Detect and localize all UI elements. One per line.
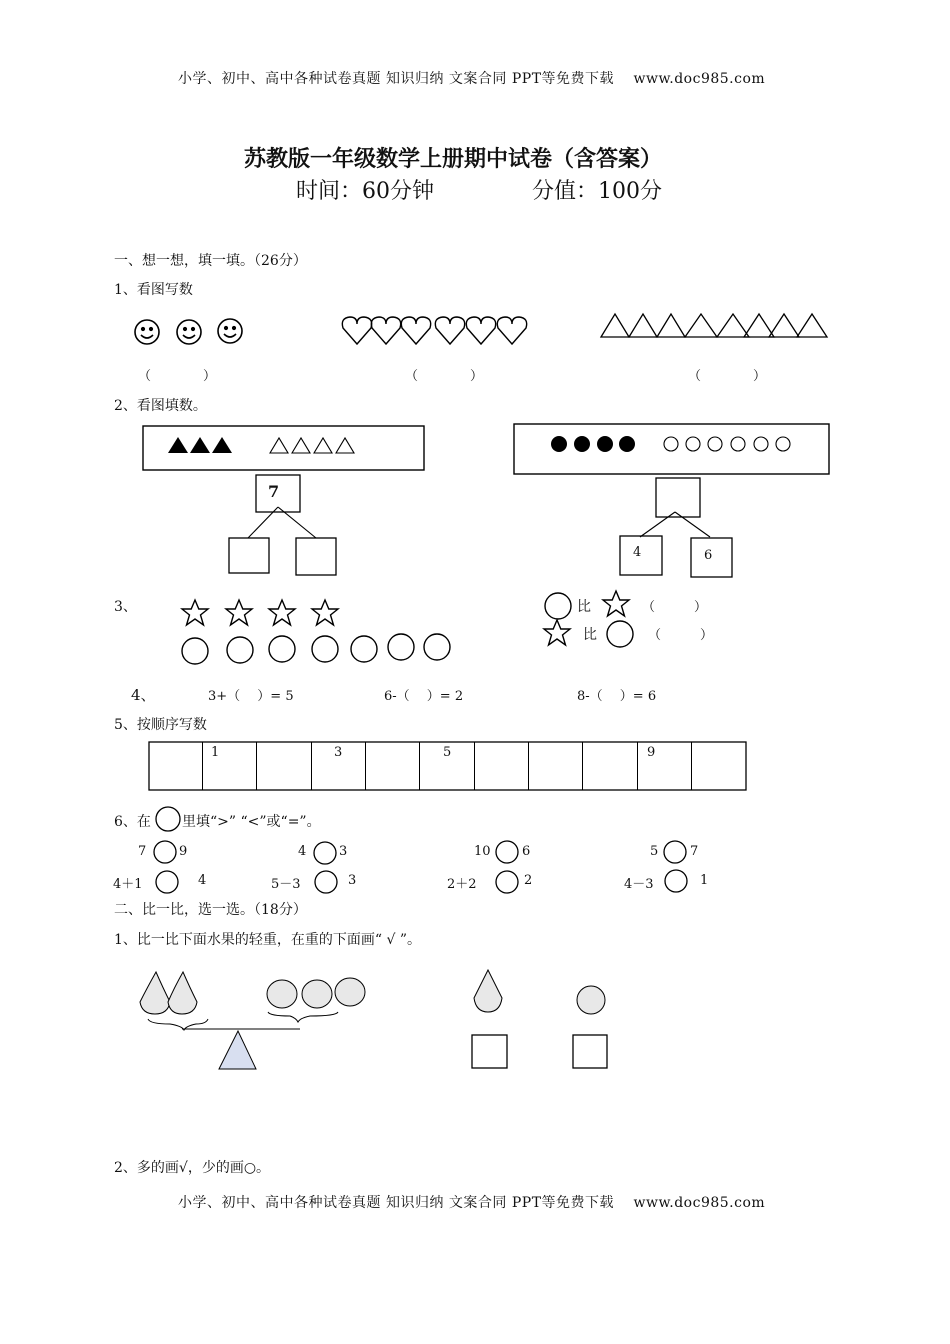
sequence-cell[interactable] xyxy=(366,742,420,790)
q1-blank-2[interactable]: （ ） xyxy=(405,369,484,384)
q3-compare2-answer[interactable]: （ ） xyxy=(648,628,714,643)
q6-r2-right: 4 xyxy=(198,873,207,888)
smiley-icons xyxy=(135,319,242,344)
outline-triangles xyxy=(270,438,354,453)
section2-heading: 二、比一比，选一选。（18分） xyxy=(114,902,307,918)
q1-label: 1、看图写数 xyxy=(114,282,193,298)
s2-q2-label: 2、多的画√，少的画○。 xyxy=(114,1160,271,1176)
q6-label-pre: 6、在 xyxy=(114,814,151,830)
q6-r2-right: 2 xyxy=(524,873,533,888)
q6-r2-right: 1 xyxy=(700,873,709,888)
q6-r2-left: 4＋1 xyxy=(113,877,143,892)
q3-compare2-mid: 比 xyxy=(583,627,597,643)
filled-triangles xyxy=(168,437,232,453)
q3-compare1-mid: 比 xyxy=(577,599,591,615)
sequence-cell[interactable] xyxy=(475,742,529,790)
page-title: 苏教版一年级数学上册期中试卷（含答案） xyxy=(244,146,663,172)
q4-equation-2[interactable]: 6-（ ）= 2 xyxy=(384,689,464,704)
sequence-cell[interactable]: 3 xyxy=(312,742,366,790)
sequence-cell[interactable] xyxy=(149,742,203,790)
q6-r2-left: 2＋2 xyxy=(447,877,477,892)
sequence-cell[interactable]: 5 xyxy=(420,742,475,790)
score-label: 分值：100分 xyxy=(532,179,662,204)
star-icons xyxy=(182,600,338,625)
outline-circles xyxy=(664,437,790,451)
q1-blank-1[interactable]: （ ） xyxy=(138,369,217,384)
q6-r1-left: 10 xyxy=(474,844,491,859)
q6-r2-right: 3 xyxy=(348,873,357,888)
filled-circles xyxy=(551,436,635,452)
q2-right-right-value: 6 xyxy=(704,548,713,563)
sequence-cell[interactable] xyxy=(529,742,583,790)
q3-compare1-answer[interactable]: （ ） xyxy=(642,600,708,615)
circle-icons xyxy=(182,634,450,664)
page-footer: 小学、初中、高中各种试卷真题 知识归纳 文案合同 PPT等免费下载 www.doc985.com xyxy=(178,1195,766,1211)
page-header: 小学、初中、高中各种试卷真题 知识归纳 文案合同 PPT等免费下载 www.doc985.com xyxy=(178,71,766,87)
q6-r1-left: 4 xyxy=(298,844,307,859)
sequence-cell[interactable]: 1 xyxy=(203,742,257,790)
q6-r1-left: 5 xyxy=(650,844,659,859)
q6-r1-right: 7 xyxy=(690,844,699,859)
section1-heading: 一、想一想，填一填。（26分） xyxy=(114,253,307,269)
sequence-cell[interactable] xyxy=(692,742,745,790)
triangle-icons xyxy=(601,314,827,337)
q3-label: 3、 xyxy=(114,599,137,615)
q2-right-left-value: 4 xyxy=(633,545,642,560)
q4-equation-1[interactable]: 3+（ ）= 5 xyxy=(208,689,294,704)
sequence-cell[interactable] xyxy=(257,742,312,790)
sequence-cell[interactable]: 9 xyxy=(638,742,692,790)
q4-label: 4、 xyxy=(131,686,156,704)
q6-r1-right: 9 xyxy=(179,844,188,859)
time-label: 时间：60分钟 xyxy=(296,179,434,204)
heart-icons xyxy=(342,317,526,344)
q1-blank-3[interactable]: （ ） xyxy=(688,369,767,384)
s2-q1-label: 1、比一比下面水果的轻重，在重的下面画“ √ ”。 xyxy=(114,932,422,948)
q6-r1-right: 6 xyxy=(522,844,531,859)
sequence-cell[interactable] xyxy=(583,742,638,790)
q6-r2-left: 5－3 xyxy=(271,877,301,892)
q2-left-top-value: 7 xyxy=(268,482,280,501)
scale-drawing xyxy=(140,972,365,1014)
q6-r1-right: 3 xyxy=(339,844,348,859)
q5-label: 5、按顺序写数 xyxy=(114,717,207,733)
q2-label: 2、看图填数。 xyxy=(114,398,207,414)
q6-r1-left: 7 xyxy=(138,844,147,859)
q4-equation-3[interactable]: 8-（ ）= 6 xyxy=(577,689,657,704)
q6-label-post: 里填“>” “<”或“=”。 xyxy=(182,814,321,830)
q6-r2-left: 4－3 xyxy=(624,877,654,892)
